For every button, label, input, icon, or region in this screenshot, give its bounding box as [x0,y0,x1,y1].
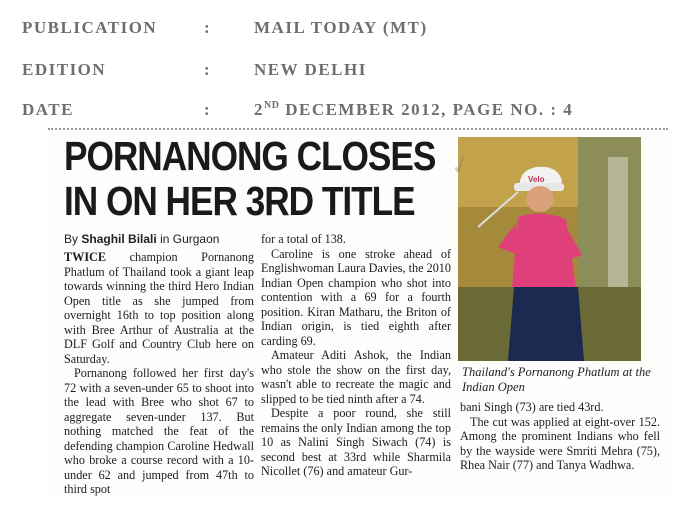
edition-label: EDITION [22,60,107,79]
golfer-illustration [458,137,641,361]
publication-label: PUBLICATION [22,18,158,37]
paragraph: Amateur Aditi Ashok, the Indian who stole the show on the first day, wasn't able to recreate the magic and slipped to be tied ninth after a 74. [261,348,451,406]
headline-line-1: PORNANONG CLOSES [64,133,436,179]
byline [64,232,219,246]
edition-value: NEW DELHI [254,60,367,79]
date-label: DATE [22,100,74,119]
date-value [254,100,573,120]
byline-location: in Gurgaon [160,232,220,246]
publication-colon: : [204,18,212,37]
cap-brand: Velo [528,175,545,184]
paragraph: TWICE champion Pornanong Phatlum of Thailand took a giant leap towards winning the third Hero Indian Open title as she jumped from overnight 16th to top position along with Bree Arthur of Australia at the DLF Golf and Country Club here on Saturday. [64,250,254,366]
golfer-photo [458,137,641,361]
paragraph: Pornanong followed her first day's 72 with a seven-under 65 to shoot into the lead with Bree who shot 67 to aggregate seven-under 137. But nothing matched the feat of the defending champion Caroline Hedwall who broke a course record with a 10-under 62 and jumped from 47th to third spot [64,366,254,496]
byline-author: Shaghil Bilali [81,232,157,246]
date-colon: : [204,100,212,119]
scan-watermark: ✓ [445,146,478,183]
date-rest: DECEMBER 2012, PAGE NO. : 4 [279,100,574,119]
separator-rule [48,128,668,130]
photo-caption: Thailand's Pornanong Phatlum at the Indian Open [462,365,651,394]
article-column-1 [64,250,254,497]
date-suffix: ND [264,100,280,111]
paragraph: Caroline is one stroke ahead of Englishwoman Laura Davies, the 2010 Indian Open champion who shot into contention with a 69 for a fourth position. Kiran Matharu, the Briton of Indian origin, is tied eighth after carding 69. [261,246,451,348]
article-column-3 [460,400,660,473]
lead-word: TWICE [64,250,106,264]
paragraph: Despite a poor round, she still remains the only Indian among the top 10 as Nalini Singh Siwach (74) is second best at 33rd while Sharmila Nicollet (76) and amateur Gur- [261,406,451,478]
headline-line-2: IN ON HER 3RD TITLE [64,178,415,224]
paragraph: The cut was applied at eight-over 152. Among the prominent Indians who fell by the wayside were Smriti Mehra (75), Rhea Nair (77) and Tanya Wadhwa. [460,414,660,472]
headline [64,133,436,224]
byline-prefix: By [64,232,79,246]
article-column-2 [261,232,451,479]
edition-colon: : [204,60,212,79]
paragraph: bani Singh (73) are tied 43rd. [460,400,604,414]
publication-value: MAIL TODAY (MT) [254,18,428,37]
paragraph: for a total of 138. [261,232,346,246]
date-day: 2 [254,100,264,119]
